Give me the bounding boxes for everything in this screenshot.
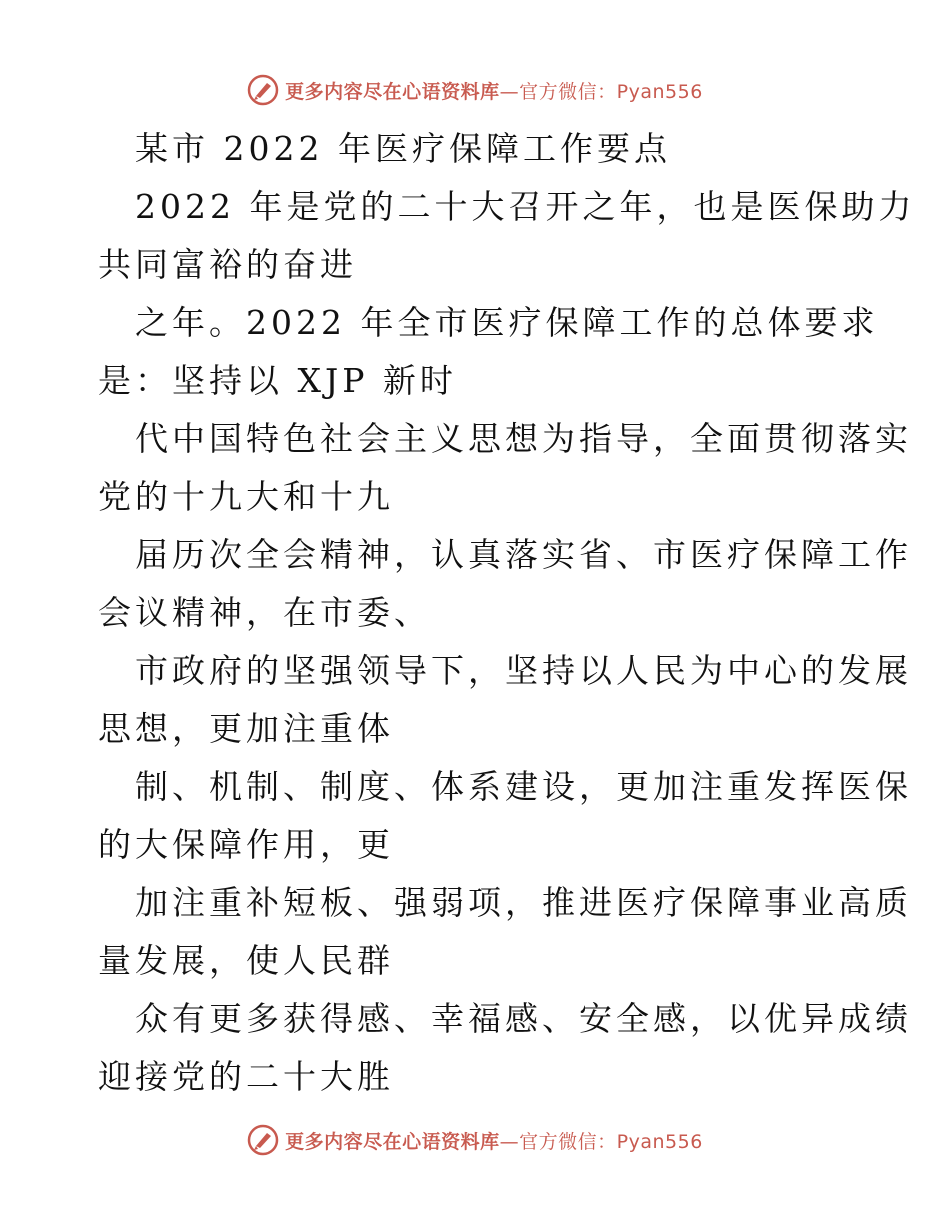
document-title: 某市 2022 年医疗保障工作要点 [135,129,671,168]
text-line: 代中国特色社会主义思想为指导，全面贯彻落实 [135,419,912,458]
text-line: 会议精神，在市委、 [98,593,431,632]
watermark-separator: — [499,1130,520,1153]
watermark-contact: 官方微信：Pyan556 [519,1130,703,1153]
text-line: 届历次全会精神，认真落实省、市医疗保障工作 [135,535,912,574]
text-line: 量发展，使人民群 [98,941,394,980]
watermark-brand: 更多内容尽在心语资料库 [285,1130,500,1153]
text-line: 党的十九大和十九 [98,477,394,516]
text-line: 之年。2022 年全市医疗保障工作的总体要求 [135,303,879,342]
text-line: 2022 年是党的二十大召开之年，也是医保助力 [135,187,916,226]
quill-logo-icon [247,74,279,106]
text-line: 共同富裕的奋进 [98,245,357,284]
text-line: 市政府的坚强领导下，坚持以人民为中心的发展 [135,651,912,690]
watermark-separator: — [499,80,520,103]
header-watermark [0,70,950,110]
text-line: 众有更多获得感、幸福感、安全感，以优异成绩 [135,999,912,1038]
text-line: 制、机制、制度、体系建设，更加注重发挥医保 [135,767,912,806]
text-line: 思想，更加注重体 [98,709,394,748]
text-line: 是：坚持以 XJP 新时 [98,361,457,400]
text-line: 的大保障作用，更 [98,825,394,864]
footer-watermark [0,1120,950,1160]
watermark-brand: 更多内容尽在心语资料库 [285,80,500,103]
watermark-text [285,77,703,104]
text-line: 迎接党的二十大胜 [98,1057,394,1096]
quill-logo-icon [247,1124,279,1156]
watermark-contact: 官方微信：Pyan556 [519,80,703,103]
document-body [98,120,916,1106]
text-line: 加注重补短板、强弱项，推进医疗保障事业高质 [135,883,912,922]
watermark-text [285,1127,703,1154]
